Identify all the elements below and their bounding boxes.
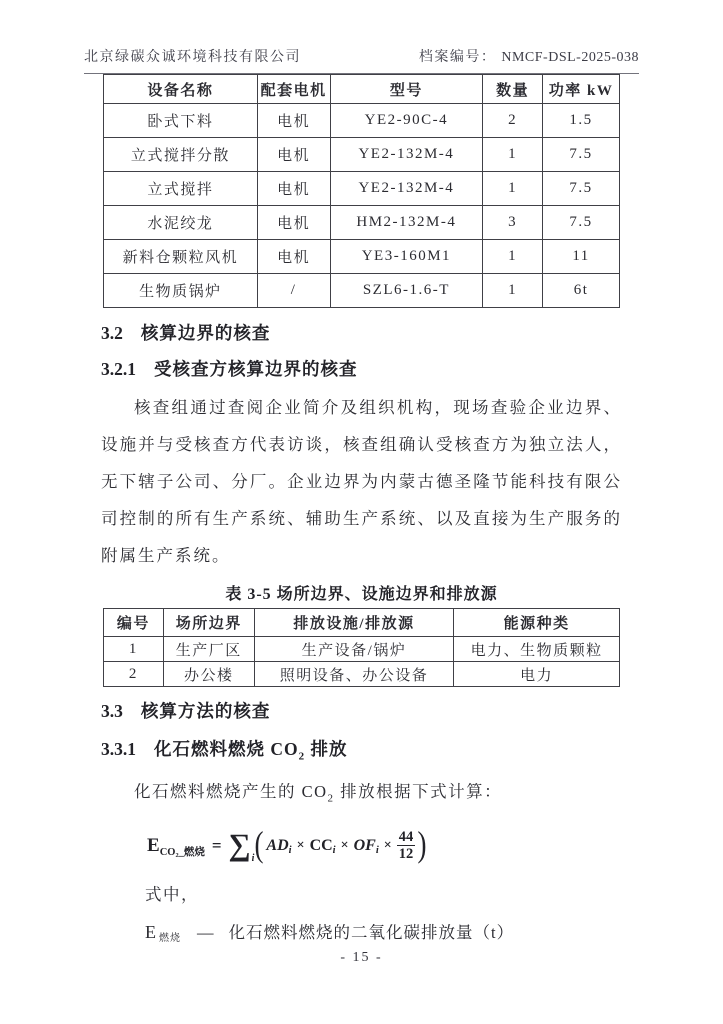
table-cell: YE2-132M-4 [330,138,483,172]
symbol-e-subscript: 燃烧 [159,932,181,944]
table-cell: 电机 [257,206,330,240]
table-cell: 7.5 [543,206,620,240]
where-label: 式中， [145,884,199,904]
table-cell: YE2-90C-4 [330,104,483,138]
section-number: 3.2.1 [101,359,136,379]
fraction-44-12: $\frac{44}{12}$ [398,828,414,863]
column-header: 型号 [330,75,483,104]
table-cell: / [257,274,330,308]
section-number: 3.3 [101,701,123,721]
table-cell: 水泥绞龙 [104,206,258,240]
equals-sign: = [211,835,222,855]
table-row [104,637,620,662]
section-heading-3-3-1 [101,737,622,769]
sigma-symbol: ∑ [228,827,251,863]
section-number: 3.2 [101,323,123,343]
document-header [84,46,639,74]
section-heading-3-3 [101,699,622,723]
times-sign: × [296,837,305,853]
table-header-row [104,609,620,637]
table-cell: YE3-160M1 [330,240,483,274]
table-cell: 11 [543,240,620,274]
section-title: 化石燃料燃烧 $CO_2$ 排放 [154,739,348,763]
symbol-e: E [145,921,157,942]
table-cell: 立式搅拌 [104,172,258,206]
equipment-table [103,74,620,308]
column-header: 设备名称 [104,75,258,104]
table-cell: 1 [483,172,543,206]
formula-lhs: E [147,834,160,856]
times-sign: × [340,837,349,853]
table-cell: 生物质锅炉 [104,274,258,308]
table-cell: 1 [483,274,543,308]
column-header: 数量 [483,75,543,104]
table-cell: 7.5 [543,172,620,206]
column-header: 功率 kW [543,75,620,104]
table-cell: 3 [483,206,543,240]
formula-body: AD i × CC i × OF i × $\frac{44}{12}$ [266,828,414,863]
table-row [104,138,620,172]
table-cell: 2 [104,662,164,687]
definition-dash: — [197,922,215,942]
column-header: 场所边界 [163,609,254,637]
open-paren: ( [254,823,264,864]
table-cell: 1 [483,240,543,274]
sigma-index: i [251,852,255,864]
definition-text: 化石燃料燃烧的二氧化碳排放量（t） [228,922,515,942]
file-number-label: 档案编号： [418,50,497,65]
table-cell: 1 [104,637,164,662]
co2-combustion-formula [147,820,622,872]
table-cell: 生产设备/锅炉 [254,637,454,662]
column-header: 编号 [104,609,164,637]
where-definition-line [145,914,622,954]
column-header: 能源种类 [454,609,620,637]
table-row [104,274,620,308]
section-heading-3-2 [101,321,622,345]
table-row [104,662,620,687]
times-sign: × [383,837,392,853]
section-title: 受核查方核算边界的核查 [154,359,358,379]
section-title: 核算方法的核查 [140,701,271,721]
table-cell: 电机 [257,172,330,206]
table-row [104,206,620,240]
table-cell: SZL6-1.6-T [330,274,483,308]
table-cell: YE2-132M-4 [330,172,483,206]
formula-lhs-subscript: CO₂_燃烧 [159,847,205,859]
boundary-table [103,608,620,687]
table-cell: 电力 [454,662,620,687]
table-cell: 1 [483,138,543,172]
table-cell: 7.5 [543,138,620,172]
table-cell: HM2-132M-4 [330,206,483,240]
table-cell: 电力、生物质颗粒 [454,637,620,662]
table-cell: 1.5 [543,104,620,138]
table-cell: 2 [483,104,543,138]
table-header-row [104,75,620,104]
column-header: 配套电机 [257,75,330,104]
table-cell: 6t [543,274,620,308]
page-number: - 15 - [340,950,383,965]
table-row [104,104,620,138]
table-row [104,172,620,206]
column-header: 排放设施/排放源 [254,609,454,637]
table-cell: 电机 [257,104,330,138]
table-cell: 照明设备、办公设备 [254,662,454,687]
section-number: 3.3.1 [101,739,136,759]
table-cell: 办公楼 [163,662,254,687]
close-paren: ) [417,823,427,864]
table-cell: 卧式下料 [104,104,258,138]
file-number-group [419,46,639,66]
company-name: 北京绿碳众诚环境科技有限公司 [84,50,301,65]
body-paragraph: 核查组通过查阅企业简介及组织机构，现场查验企业边界、设施并与受核查方代表访谈，核查组确认受核查方为独立法人，无下辖子公司、分厂。企业边界为内蒙古德圣隆节能科技有限公司控制的所有生产系统、辅助生产系统、以及直接为生产服务的附属生产系统。 [101,398,622,565]
table-cell: 新料仓颗粒风机 [104,240,258,274]
section-title: 核算边界的核查 [140,323,271,343]
table-cell: 生产厂区 [163,637,254,662]
table-cell: 立式搅拌分散 [104,138,258,172]
table-row [104,240,620,274]
table-cell: 电机 [257,138,330,172]
table-caption: 表 3-5 场所边界、设施边界和排放源 [225,586,498,603]
table-cell: 电机 [257,240,330,274]
file-number-value: NMCF-DSL-2025-038 [501,50,639,65]
formula-intro: 化石燃料燃烧产生的 $CO_2$ 排放根据下式计算： [134,781,503,804]
section-heading-3-2-1 [101,357,622,381]
